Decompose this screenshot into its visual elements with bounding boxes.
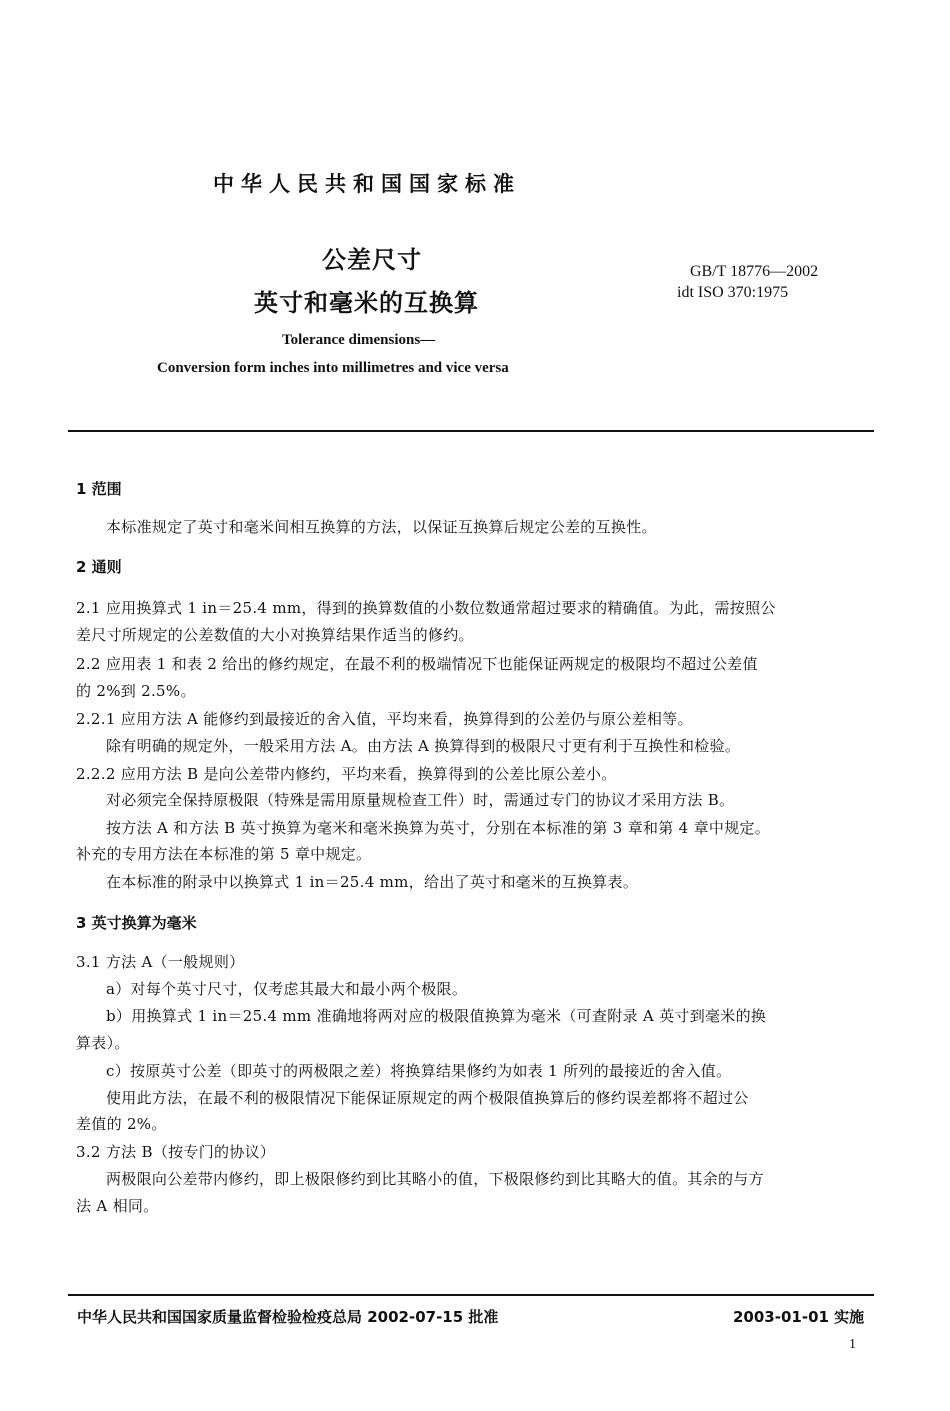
- clause-3-2-paragraph-line-1: 两极限向公差带内修约，即上极限修约到比其略小的值，下极限修约到比其略大的值。其余的与方: [106, 1170, 764, 1188]
- section-3-heading: 3 英寸换算为毫米: [76, 914, 197, 932]
- implementation-date: 2003-01-01 实施: [733, 1308, 865, 1326]
- clause-2-2-line-2: 的 2%到 2.5%。: [76, 682, 196, 700]
- clause-3-2-heading: 3.2 方法 B（按专门的协议）: [76, 1143, 276, 1161]
- clause-2-2-2-line-4: 补充的专用方法在本标准的第 5 章中规定。: [76, 845, 372, 863]
- clause-3-1-item-c: c）按原英寸公差（即英寸的两极限之差）将换算结果修约为如表 1 所列的最接近的舍入值。: [106, 1062, 732, 1080]
- clause-3-1-paragraph-line-1: 使用此方法，在最不利的极限情况下能保证原规定的两个极限值换算后的修约误差都将不超过公: [106, 1089, 749, 1107]
- clause-2-2-2-line-2: 对必须完全保持原极限（特殊是需用原量规检查工件）时，需通过专门的协议才采用方法 B。: [106, 791, 735, 809]
- clause-3-2-paragraph-line-2: 法 A 相同。: [76, 1197, 159, 1215]
- clause-3-1-paragraph-line-2: 差值的 2%。: [76, 1115, 167, 1133]
- clause-2-2-2-line-5: 在本标准的附录中以换算式 1 in＝25.4 mm，给出了英寸和毫米的互换算表。: [106, 873, 639, 891]
- page-number: 1: [849, 1337, 856, 1352]
- clause-2-2-2-line-1: 2.2.2 应用方法 B 是向公差带内修约，平均来看，换算得到的公差比原公差小。: [76, 765, 617, 783]
- header-divider: [68, 430, 874, 432]
- clause-3-1-item-b-line-1: b）用换算式 1 in＝25.4 mm 准确地将两对应的极限值换算为毫米（可查附录 A 英寸到毫米的换: [106, 1007, 767, 1025]
- clause-2-2-2-line-3: 按方法 A 和方法 B 英寸换算为毫米和毫米换算为英寸，分别在本标准的第 3 章和第 4 章中规定。: [106, 819, 771, 837]
- clause-2-1-line-1: 2.1 应用换算式 1 in＝25.4 mm，得到的换算数值的小数位数通常超过要求的精确值。为此，需按照公: [76, 599, 776, 617]
- clause-2-2-line-1: 2.2 应用表 1 和表 2 给出的修约规定，在最不利的极端情况下也能保证两规定的极限均不超过公差值: [76, 655, 758, 673]
- clause-2-1-line-2: 差尺寸所规定的公差数值的大小对换算结果作适当的修约。: [76, 626, 474, 644]
- clause-3-1-heading: 3.1 方法 A（一般规则）: [76, 953, 245, 971]
- clause-2-2-1-line-1: 2.2.1 应用方法 A 能修约到最接近的舍入值，平均来看，换算得到的公差仍与原公差相等。: [76, 710, 693, 728]
- english-title-line-2: Conversion form inches into millimetres and vice versa: [157, 360, 509, 376]
- chinese-title-line-1: 公差尺寸: [322, 246, 422, 274]
- identical-iso-reference: idt ISO 370:1975: [677, 284, 789, 301]
- section-2-heading: 2 通则: [76, 558, 122, 576]
- section-1-paragraph: 本标准规定了英寸和毫米间相互换算的方法，以保证互换算后规定公差的互换性。: [106, 518, 657, 536]
- clause-2-2-1-line-2: 除有明确的规定外，一般采用方法 A。由方法 A 换算得到的极限尺寸更有利于互换性和检验。: [106, 737, 741, 755]
- section-1-heading: 1 范围: [76, 480, 122, 498]
- clause-3-1-item-a: a）对每个英寸尺寸，仅考虑其最大和最小两个极限。: [106, 980, 468, 998]
- chinese-title-line-2: 英寸和毫米的互换算: [254, 289, 479, 317]
- national-standard-heading: 中华人民共和国国家标准: [213, 172, 521, 196]
- approval-statement: 中华人民共和国国家质量监督检验检疫总局 2002-07-15 批准: [77, 1308, 499, 1326]
- clause-3-1-item-b-line-2: 算表）。: [76, 1034, 130, 1052]
- footer-divider: [68, 1294, 874, 1296]
- standard-number: GB/T 18776—2002: [690, 263, 819, 280]
- english-title-line-1: Tolerance dimensions—: [282, 332, 436, 348]
